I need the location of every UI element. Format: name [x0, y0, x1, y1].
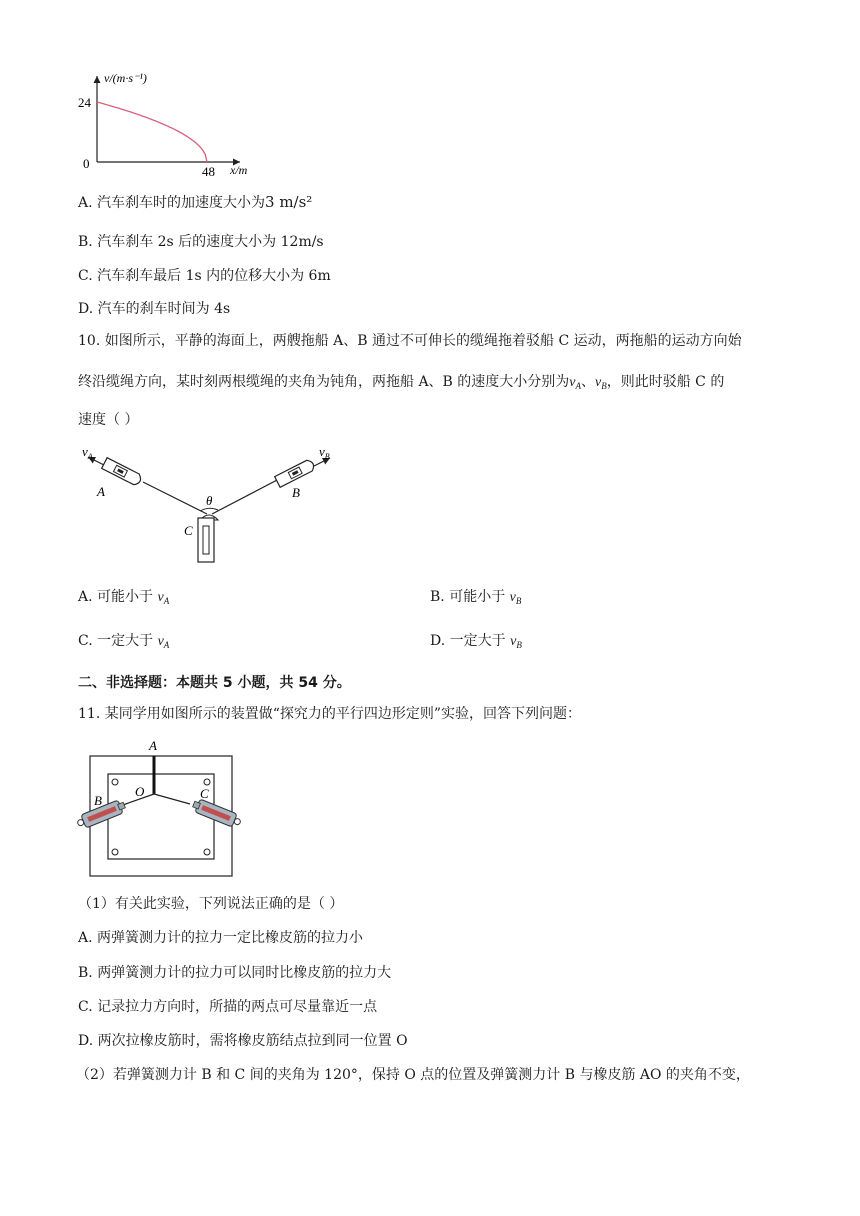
q10-option-c-text: C. 一定大于	[78, 633, 154, 649]
q10-line-3: 速度（ ）	[78, 412, 139, 428]
v-x-curve	[97, 102, 207, 162]
sub-a: A	[163, 640, 170, 650]
q10-option-c	[78, 631, 169, 655]
angle-arc	[200, 508, 218, 511]
inner-paper	[108, 774, 214, 859]
sub-a: A	[163, 596, 170, 606]
q11-option-c: C. 记录拉力方向时，所描的两点可尽量靠近一点	[78, 999, 378, 1015]
label-theta: θ	[206, 493, 213, 508]
q10-line-2a: 终沿缆绳方向，某时刻两根缆绳的夹角为钝角，两拖船 A、B 的速度大小分别为	[78, 374, 570, 390]
var-v: v	[157, 634, 164, 649]
sub-b: B	[515, 596, 522, 606]
q9-option-c: C. 汽车刹车最后 1s 内的位移大小为 6m	[78, 268, 331, 284]
fig-label-a: A	[149, 738, 157, 753]
q11-part-2: （2）若弹簧测力计 B 和 C 间的夹角为 120°，保持 O 点的位置及弹簧测力计 B 与橡皮筋 AO 的夹角不变，	[76, 1067, 750, 1083]
var-v: v	[595, 375, 602, 390]
q11-intro: 11. 某同学用如图所示的装置做“探究力的平行四边形定则”实验，回答下列问题：	[78, 706, 582, 722]
label-vb: $v_B$	[319, 444, 330, 461]
q10-line-2	[78, 372, 724, 396]
q10-option-b	[430, 587, 521, 611]
label-c: C	[184, 523, 193, 538]
q10-option-a-text: A. 可能小于	[78, 589, 154, 605]
q10-option-b-text: B. 可能小于	[430, 589, 506, 605]
fig-label-b: B	[94, 793, 102, 808]
q10-line-1: 10. 如图所示，平静的海面上，两艘拖船 A、B 通过不可伸长的缆绳拖着驳船 C 运动，两拖船的运动方向始	[78, 333, 742, 349]
q9-option-a	[78, 192, 312, 213]
var-v: v	[509, 590, 516, 605]
y-axis-label: v/(m·s⁻¹)	[104, 71, 147, 85]
q11-option-a: A. 两弹簧测力计的拉力一定比橡皮筋的拉力小	[78, 930, 364, 946]
q9-option-d: D. 汽车的刹车时间为 4s	[78, 301, 231, 317]
q10-line-2c: ，则此时驳船 C 的	[606, 374, 725, 390]
velocity-displacement-graph	[70, 66, 260, 182]
fig-label-c: C	[200, 786, 209, 801]
label-va: $v_A$	[82, 444, 93, 461]
var-v: v	[569, 375, 576, 390]
label-a: A	[97, 484, 105, 499]
q10-option-d-text: D. 一定大于	[430, 633, 506, 649]
q9-option-b: B. 汽车刹车 2s 后的速度大小为 12m/s	[78, 234, 324, 250]
var-v: v	[510, 634, 517, 649]
tugboat-a	[102, 458, 143, 487]
towing-boats-figure	[76, 442, 346, 566]
fig-label-o: O	[135, 784, 145, 799]
sub-b: B	[516, 640, 522, 650]
force-board-figure	[72, 734, 248, 880]
q10-option-d	[430, 631, 522, 655]
q11-option-d: D. 两次拉橡皮筋时，需将橡皮筋结点拉到同一位置 O	[78, 1033, 408, 1049]
x-axis-label: x/m	[230, 163, 248, 177]
q9-option-a-value: 3 m/s²	[265, 193, 313, 211]
sub-a: A	[575, 381, 582, 391]
label-b: B	[292, 485, 300, 500]
tugboat-b	[275, 458, 316, 487]
q11-part-1: （1）有关此实验，下列说法正确的是（ ）	[78, 896, 344, 912]
q11-option-b: B. 两弹簧测力计的拉力可以同时比橡皮筋的拉力大	[78, 965, 392, 981]
cable-a	[143, 482, 207, 514]
q10-option-a	[78, 587, 169, 611]
sub-b: B	[601, 381, 607, 391]
y-tick-24: 24	[78, 95, 91, 110]
cable-b	[212, 479, 279, 514]
origin-label: 0	[83, 156, 90, 171]
var-v: v	[157, 590, 164, 605]
q9-option-a-text: A. 汽车刹车时的加速度大小为	[78, 195, 266, 211]
barge-c	[198, 515, 218, 562]
q10-line-2b: 、	[581, 374, 596, 390]
x-tick-48: 48	[202, 164, 215, 179]
section-2-heading: 二、非选择题：本题共 5 小题，共 54 分。	[78, 675, 351, 691]
